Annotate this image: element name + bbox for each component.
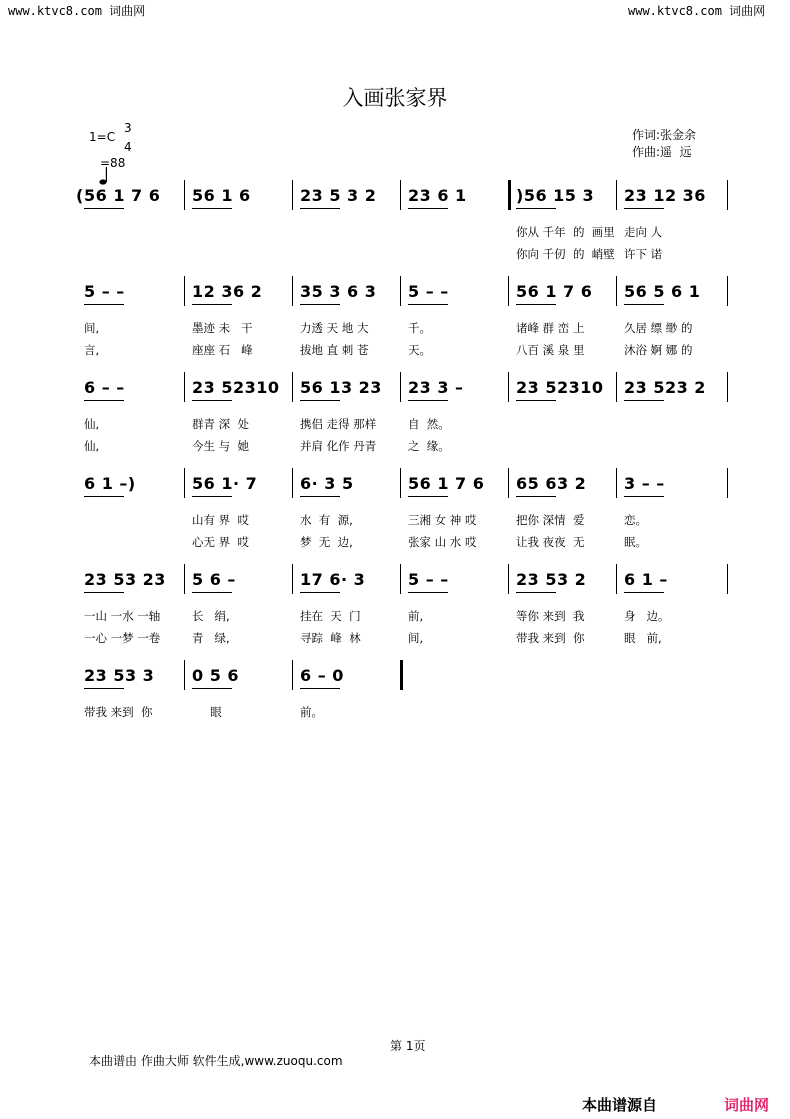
beam-line: [624, 496, 664, 497]
measure-notes: 6 1 –: [624, 570, 668, 589]
beam-line: [408, 400, 448, 401]
score-system: [76, 564, 728, 645]
beam-line: [624, 208, 664, 209]
beam-line: [516, 400, 556, 401]
measure-notes: 17 6· 3: [300, 570, 366, 589]
measure-notes: 6 – 0: [300, 666, 344, 685]
measure-notes: 56 1 7 6: [84, 186, 161, 205]
lyric-line-2: 拔地 直 刺 苍: [300, 343, 369, 357]
beam-line: [516, 304, 556, 305]
beam-line: [300, 592, 340, 593]
brand-source: 本曲谱源自: [582, 1096, 658, 1114]
lyric-line-2: 间,: [408, 631, 424, 645]
measure-notes: 56 5 6 1: [624, 282, 701, 301]
measure-notes: 0 5 6: [192, 666, 240, 685]
lyric-line-1: 身 边。: [624, 609, 670, 623]
beam-line: [192, 688, 232, 689]
measure-notes: 5 – –: [84, 282, 125, 301]
barline: [727, 468, 728, 498]
measure-notes: 56 1 7 6: [408, 474, 485, 493]
measure-notes: 23 523 2: [624, 378, 706, 397]
beam-line: [624, 400, 664, 401]
barline: [292, 372, 293, 402]
lyric-line-1: 水 有 源,: [300, 513, 353, 527]
beam-line: [84, 400, 124, 401]
beam-line: [300, 208, 340, 209]
lyric-line-2: 让我 夜夜 无: [516, 535, 585, 549]
barline: [508, 180, 511, 210]
site-watermark-right: www.ktvc8.com 词曲网: [628, 4, 766, 18]
song-title: 入画张家界: [342, 86, 448, 110]
beam-line: [408, 208, 448, 209]
lyric-line-1: 长 绢,: [192, 609, 230, 623]
measure-notes: 35 3 6 3: [300, 282, 377, 301]
barline: [616, 180, 617, 210]
beam-line: [516, 208, 556, 209]
measure-notes: 56 1 7 6: [516, 282, 593, 301]
lyric-line-2: 天。: [408, 343, 431, 357]
beam-line: [192, 592, 232, 593]
barline: [508, 468, 509, 498]
barline: [727, 564, 728, 594]
beam-line: [300, 496, 340, 497]
measure-notes: 23 12 36: [624, 186, 706, 205]
lyric-line-1: 前。: [300, 705, 323, 719]
measure-notes: 6· 3 5: [300, 474, 354, 493]
lyric-line-2: 梦 无 边,: [300, 535, 353, 549]
measure-notes: 23 53 23: [84, 570, 166, 589]
beam-line: [84, 592, 124, 593]
lyric-line-1: 久居 缥 缈 的: [624, 321, 693, 335]
measure-notes: 3 – –: [624, 474, 665, 493]
barline: [184, 372, 185, 402]
lyric-line-1: 墨迹 未 干: [192, 321, 253, 335]
lyric-line-2: 寻踪 峰 林: [300, 631, 361, 645]
beam-line: [408, 592, 448, 593]
generator-note: 本曲谱由 作曲大师 软件生成,www.zuoqu.com: [89, 1054, 343, 1068]
time-signature-bottom: 4: [124, 140, 132, 154]
measure-notes: 23 52310: [192, 378, 280, 397]
lyric-line-2: 青 绿,: [192, 631, 230, 645]
lyric-line-1: 群青 深 处: [192, 417, 249, 431]
lyric-line-2: 心无 界 哎: [192, 535, 249, 549]
beam-line: [300, 304, 340, 305]
site-watermark-left: www.ktvc8.com 词曲网: [8, 4, 146, 18]
barline: [400, 564, 401, 594]
lyric-line-2: 许下 诺: [624, 247, 663, 261]
lyric-line-1: 三湘 女 神 哎: [408, 513, 477, 527]
beam-line: [516, 592, 556, 593]
measure-notes: 5 6 –: [192, 570, 236, 589]
composer: 作曲:遥 远: [632, 145, 692, 159]
lyric-line-1: 把你 深情 爱: [516, 513, 585, 527]
measure-notes: 56 13 23: [300, 378, 382, 397]
lyric-line-1: 你从 千年 的 画里: [516, 225, 615, 239]
lyric-line-2: 言,: [84, 343, 100, 357]
lyric-line-1: 一山 一水 一轴: [84, 609, 161, 623]
lyric-line-2: 眠。: [624, 535, 647, 549]
opening-paren: (: [76, 186, 84, 205]
measure-notes: 65 63 2: [516, 474, 587, 493]
score-system: [76, 180, 728, 261]
measure-notes: 12 36 2: [192, 282, 263, 301]
barline: [292, 276, 293, 306]
time-signature-top: 3: [124, 121, 132, 135]
barline: [727, 180, 728, 210]
barline: [400, 276, 401, 306]
barline: [292, 468, 293, 498]
barline: [400, 372, 401, 402]
beam-line: [192, 400, 232, 401]
barline: [616, 564, 617, 594]
lyric-line-1: 仙,: [84, 417, 100, 431]
barline: [184, 468, 185, 498]
beam-line: [192, 208, 232, 209]
barline: [400, 660, 403, 690]
lyric-line-2: 之 缘。: [408, 439, 450, 453]
barline: [184, 660, 185, 690]
lyric-line-1: 眼: [192, 705, 222, 719]
barline: [616, 372, 617, 402]
lyric-line-2: 你向 千仞 的 峭壁: [516, 247, 615, 261]
measure-notes: 23 3 –: [408, 378, 464, 397]
measure-notes: 5 – –: [408, 282, 449, 301]
score-system: [76, 660, 728, 719]
key-signature: 1=C: [89, 130, 116, 144]
barline: [616, 276, 617, 306]
lyric-line-1: 恋。: [624, 513, 647, 527]
page-number: 第 1页: [390, 1039, 426, 1053]
lyric-line-1: 山有 界 哎: [192, 513, 249, 527]
lyric-line-1: 自 然。: [408, 417, 450, 431]
lyric-line-2: 八百 溪 泉 里: [516, 343, 585, 357]
lyric-line-1: 挂在 天 门: [300, 609, 361, 623]
measure-notes: 23 52310: [516, 378, 604, 397]
barline: [616, 468, 617, 498]
lyric-line-2: 眼 前,: [624, 631, 662, 645]
barline: [292, 564, 293, 594]
measure-notes: 23 53 3: [84, 666, 155, 685]
barline: [292, 660, 293, 690]
lyric-line-2: 沐浴 婀 娜 的: [624, 343, 693, 357]
measure-notes: 56 1 6: [192, 186, 251, 205]
barline: [508, 564, 509, 594]
beam-line: [300, 400, 340, 401]
beam-line: [624, 304, 664, 305]
barline: [292, 180, 293, 210]
measure-notes: 23 53 2: [516, 570, 587, 589]
measure-notes: 5 – –: [408, 570, 449, 589]
brand-site: 词曲网: [724, 1096, 770, 1114]
score-system: [76, 276, 728, 357]
lyric-line-2: 张家 山 水 哎: [408, 535, 477, 549]
lyric-line-1: 带我 来到 你: [84, 705, 153, 719]
beam-line: [84, 208, 124, 209]
lyric-line-1: 间,: [84, 321, 100, 335]
barline: [508, 372, 509, 402]
tempo: =88: [100, 156, 126, 170]
beam-line: [84, 304, 124, 305]
lyric-line-1: 携侣 走得 那样: [300, 417, 377, 431]
beam-line: [516, 496, 556, 497]
lyric-line-2: 座座 石 峰: [192, 343, 253, 357]
barline: [400, 180, 401, 210]
barline: [727, 276, 728, 306]
barline: [184, 564, 185, 594]
barline: [727, 372, 728, 402]
beam-line: [408, 496, 448, 497]
score-system: [76, 468, 728, 549]
lyric-line-1: 力透 天 地 大: [300, 321, 369, 335]
measure-notes: 56 1· 7: [192, 474, 258, 493]
lyric-line-1: 走向 人: [624, 225, 663, 239]
beam-line: [192, 496, 232, 497]
beam-line: [192, 304, 232, 305]
lyric-line-2: 并肩 化作 丹青: [300, 439, 377, 453]
lyric-line-1: 诸峰 群 峦 上: [516, 321, 585, 335]
lyric-line-2: 仙,: [84, 439, 100, 453]
barline: [508, 276, 509, 306]
lyric-line-2: 一心 一梦 一卷: [84, 631, 161, 645]
lyricist: 作词:张金余: [632, 128, 697, 142]
measure-notes: )56 15 3: [516, 186, 595, 205]
measure-notes: 6 1 –): [84, 474, 136, 493]
measure-notes: 23 5 3 2: [300, 186, 377, 205]
barline: [400, 468, 401, 498]
lyric-line-2: 今生 与 她: [192, 439, 249, 453]
beam-line: [84, 688, 124, 689]
barline: [184, 276, 185, 306]
lyric-line-1: 千。: [408, 321, 431, 335]
beam-line: [624, 592, 664, 593]
lyric-line-2: 带我 来到 你: [516, 631, 585, 645]
beam-line: [300, 688, 340, 689]
score-system: [76, 372, 728, 453]
measure-notes: 6 – –: [84, 378, 125, 397]
barline: [184, 180, 185, 210]
beam-line: [84, 496, 124, 497]
lyric-line-1: 前,: [408, 609, 424, 623]
beam-line: [408, 304, 448, 305]
measure-notes: 23 6 1: [408, 186, 467, 205]
lyric-line-1: 等你 来到 我: [516, 609, 585, 623]
